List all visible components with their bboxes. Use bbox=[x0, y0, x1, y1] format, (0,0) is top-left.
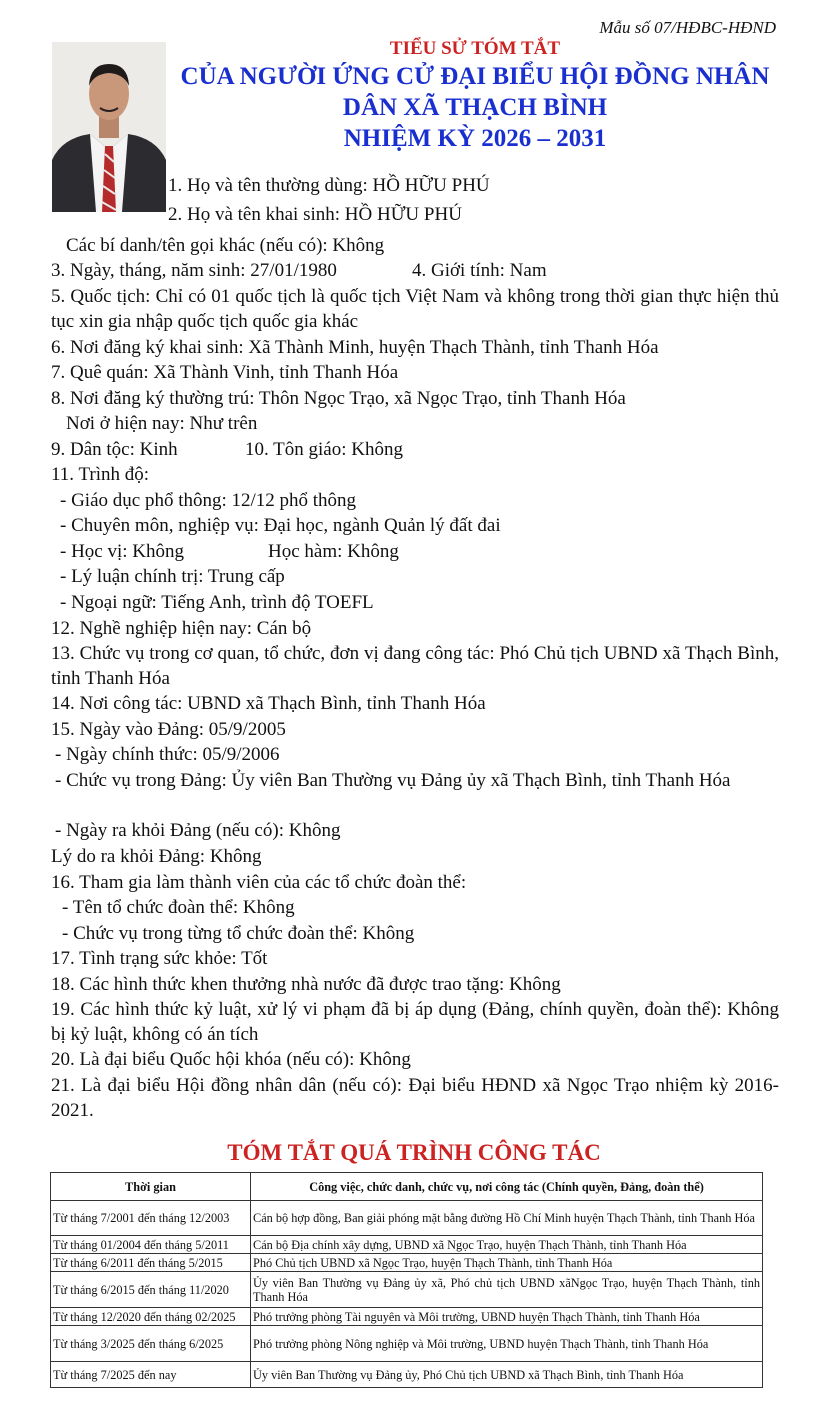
row-role: Ủy viên Ban Thường vụ Đảng ủy, Phó Chủ tịch UBND xã Thạch Bình, tỉnh Thanh Hóa bbox=[251, 1362, 763, 1388]
permanent-residence: 8. Nơi đăng ký thường trú: Thôn Ngọc Trạo, xã Ngọc Trạo, tỉnh Thanh Hóa bbox=[51, 388, 626, 409]
mass-organizations-heading: 16. Tham gia làm thành viên của các tổ chức đoàn thể: bbox=[51, 872, 467, 893]
health-status: 17. Tình trạng sức khỏe: Tốt bbox=[51, 948, 268, 969]
table-header-row bbox=[51, 1173, 763, 1201]
document-heading-term: NHIỆM KỲ 2026 – 2031 bbox=[343, 125, 607, 152]
party-admission-date: 15. Ngày vào Đảng: 05/9/2005 bbox=[51, 719, 286, 740]
row-time: Từ tháng 6/2015 đến tháng 11/2020 bbox=[51, 1272, 251, 1308]
religion: 10. Tôn giáo: Không bbox=[245, 439, 403, 460]
workplace: 14. Nơi công tác: UBND xã Thạch Bình, tỉnh Thanh Hóa bbox=[51, 693, 486, 714]
row-time: Từ tháng 12/2020 đến tháng 02/2025 bbox=[51, 1308, 251, 1326]
document-title: TIỂU SỬ TÓM TẮT bbox=[389, 38, 561, 59]
document-heading-line-2: DÂN XÃ THẠCH BÌNH bbox=[342, 94, 608, 121]
common-name: 1. Họ và tên thường dùng: HỒ HỮU PHÚ bbox=[168, 175, 490, 196]
row-time: Từ tháng 3/2025 đến tháng 6/2025 bbox=[51, 1326, 251, 1362]
date-of-birth: 3. Ngày, tháng, năm sinh: 27/01/1980 bbox=[51, 260, 337, 281]
current-residence: Nơi ở hiện nay: Như trên bbox=[66, 413, 258, 434]
foreign-language: - Ngoại ngữ: Tiếng Anh, trình độ TOEFL bbox=[60, 592, 374, 613]
document-heading-line-1: CỦA NGƯỜI ỨNG CỬ ĐẠI BIỂU HỘI ĐỒNG NHÂN bbox=[180, 63, 770, 90]
mass-organization-name: - Tên tổ chức đoàn thể: Không bbox=[62, 897, 295, 918]
form-number: Mẫu số 07/HĐBC-HĐND bbox=[599, 18, 776, 37]
current-position: 13. Chức vụ trong cơ quan, tổ chức, đơn vị đang công tác: Phó Chủ tịch UBND xã Thạch Bình, tỉnh Thanh Hóa bbox=[51, 643, 779, 689]
row-role: Cán bộ hợp đồng, Ban giải phóng mặt bằng đường Hồ Chí Minh huyện Thạch Thành, tỉnh Thanh Hóa bbox=[251, 1201, 763, 1236]
gender: 4. Giới tính: Nam bbox=[412, 260, 547, 281]
birth-registration-place: 6. Nơi đăng ký khai sinh: Xã Thành Minh, huyện Thạch Thành, tỉnh Thanh Hóa bbox=[51, 337, 659, 358]
row-time: Từ tháng 7/2001 đến tháng 12/2003 bbox=[51, 1201, 251, 1236]
work-history-title: TÓM TẮT QUÁ TRÌNH CÔNG TÁC bbox=[227, 1140, 601, 1165]
academic-title: Học hàm: Không bbox=[268, 541, 399, 562]
row-time: Từ tháng 01/2004 đến tháng 5/2011 bbox=[51, 1236, 251, 1254]
peoples-council-delegate: 21. Là đại biểu Hội đồng nhân dân (nếu có): Đại biểu HĐND xã Ngọc Trạo nhiệm kỳ 2016-2021. bbox=[51, 1075, 779, 1121]
hometown: 7. Quê quán: Xã Thành Vinh, tỉnh Thanh Hóa bbox=[51, 362, 399, 383]
column-header-role: Công việc, chức danh, chức vụ, nơi công tác (Chính quyền, Đảng, đoàn thể) bbox=[251, 1173, 763, 1201]
education-heading: 11. Trình độ: bbox=[51, 464, 150, 485]
row-time: Từ tháng 6/2011 đến tháng 5/2015 bbox=[51, 1254, 251, 1272]
professional-qualification: - Chuyên môn, nghiệp vụ: Đại học, ngành Quản lý đất đai bbox=[60, 515, 501, 536]
ethnicity: 9. Dân tộc: Kinh bbox=[51, 439, 178, 460]
table-row bbox=[51, 1326, 763, 1362]
column-header-time: Thời gian bbox=[51, 1173, 251, 1201]
state-awards: 18. Các hình thức khen thưởng nhà nước đã được trao tặng: Không bbox=[51, 974, 561, 995]
party-official-date: - Ngày chính thức: 05/9/2006 bbox=[55, 744, 280, 765]
row-time: Từ tháng 7/2025 đến nay bbox=[51, 1362, 251, 1388]
candidate-portrait-photo bbox=[52, 42, 166, 212]
mass-organization-position: - Chức vụ trong từng tổ chức đoàn thể: Không bbox=[62, 923, 415, 944]
party-position: - Chức vụ trong Đảng: Ủy viên Ban Thường vụ Đảng ủy xã Thạch Bình, tỉnh Thanh Hóa bbox=[55, 770, 731, 791]
table-row bbox=[51, 1201, 763, 1236]
row-role: Phó trưởng phòng Tài nguyên và Môi trường, UBND huyện Thạch Thành, tỉnh Thanh Hóa bbox=[251, 1308, 763, 1326]
birth-name: 2. Họ và tên khai sinh: HỒ HỮU PHÚ bbox=[168, 204, 462, 225]
table-row bbox=[51, 1308, 763, 1326]
nationality: 5. Quốc tịch: Chỉ có 01 quốc tịch là quốc tịch Việt Nam và không trong thời gian thực hiện thủ tục xin gia nhập quốc tịch quốc gia khác bbox=[51, 286, 779, 332]
party-leave-date: - Ngày ra khỏi Đảng (nếu có): Không bbox=[55, 820, 341, 841]
row-role: Phó Chủ tịch UBND xã Ngọc Trạo, huyện Thạch Thành, tỉnh Thanh Hóa bbox=[251, 1254, 763, 1272]
table-row bbox=[51, 1362, 763, 1388]
national-assembly-delegate: 20. Là đại biểu Quốc hội khóa (nếu có): Không bbox=[51, 1049, 411, 1070]
table-row bbox=[51, 1254, 763, 1272]
general-education: - Giáo dục phổ thông: 12/12 phổ thông bbox=[60, 490, 357, 511]
row-role: Cán bộ Địa chính xây dựng, UBND xã Ngọc Trạo, huyện Thạch Thành, tỉnh Thanh Hóa bbox=[251, 1236, 763, 1254]
party-leave-reason: Lý do ra khỏi Đảng: Không bbox=[51, 846, 262, 867]
table-row bbox=[51, 1236, 763, 1254]
table-row bbox=[51, 1272, 763, 1308]
disciplinary-record: 19. Các hình thức kỷ luật, xử lý vi phạm đã bị áp dụng (Đảng, chính quyền, đoàn thể): Không bị kỷ luật, không có án tích bbox=[51, 999, 779, 1045]
row-role: Ủy viên Ban Thường vụ Đảng ủy xã, Phó chủ tịch UBND xãNgọc Trạo, huyện Thạch Thành, tỉnh Thanh Hóa bbox=[251, 1272, 763, 1308]
work-history-table bbox=[50, 1172, 763, 1388]
aliases: Các bí danh/tên gọi khác (nếu có): Không bbox=[66, 235, 385, 256]
academic-degree: - Học vị: Không bbox=[60, 541, 185, 562]
political-theory: - Lý luận chính trị: Trung cấp bbox=[60, 566, 285, 587]
row-role: Phó trưởng phòng Nông nghiệp và Môi trường, UBND huyện Thạch Thành, tỉnh Thanh Hóa bbox=[251, 1326, 763, 1362]
current-occupation: 12. Nghề nghiệp hiện nay: Cán bộ bbox=[51, 618, 312, 639]
